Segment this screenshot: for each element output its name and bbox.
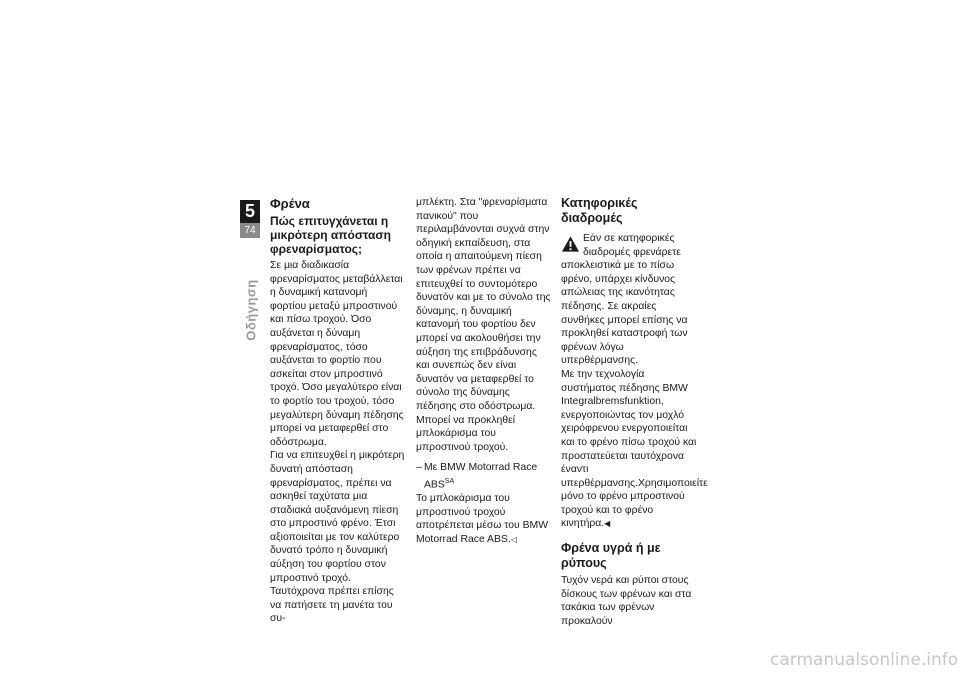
section-title: Φρένα: [270, 196, 310, 211]
end-mark: ◁: [510, 534, 517, 544]
warning-triangle-icon: [561, 235, 580, 253]
section-heading-2: Φρένα υγρά ή με ρύπους: [561, 541, 661, 571]
page-number: 74: [240, 223, 260, 238]
list-item-label: Με BMW Motorrad Race ABS: [424, 462, 538, 491]
paragraph: μπλέκτη. Στα "φρεναρίσματα πανικού" που περιλαμβάνονται συχνά στην οδηγική εκπαίδευση, στα οποία η απαιτούμενη πίεση των φρένων πρέπει να επιτευχθεί το συντομότερο δυνατόν και με το σύνολο της δύναμης, η δυναμική κατανομή του φορτίου δεν μπορεί να ακολουθήσει την αύξηση της επιβράδυνσης και συνεπώς δεν είναι δυνατόν να μεταφερθεί το σύνολο της δύναμης πέδησης στο οδόστρωμα. Μπορεί να προκληθεί μπλοκάρισμα του μπροστινού τροχού.: [416, 197, 551, 453]
paragraph: Σε μια διαδικασία φρεναρίσματος μεταβάλλεται η δυναμική κατανομή φορτίου μεταξύ μπροστινού και πίσω τροχού. Όσο αυξάνεται η δύναμη φρεναρίσματος, τόσο αυξάνεται το φορτίο που ασκείται στον μπροστινό τροχό. Όσο μεγαλύτερο είναι το φορτίο του τροχού, τόσο μεγαλύτερη δύναμη πέδησης μπορεί να μεταφερθεί στο οδόστρωμα.: [270, 260, 404, 448]
warning-text: Εάν σε κατηφορικές διαδρομές φρενάρετε αποκλειστικά με το πίσω φρένο, υπάρχει κίνδυνος απώλειας της ικανότητας πέδησης. Σε ακραίες συνθήκες μπορεί επίσης να προκληθεί καταστροφή των φρένων λόγω υπερθέρμανσης.: [561, 233, 688, 367]
chapter-number: 5: [240, 200, 260, 223]
end-mark: ◀: [604, 519, 611, 529]
paragraph: Τυχόν νερά και ρύποι στους δίσκους των φρένων και στα τακάκια των φρένων προκαλούν: [561, 575, 692, 627]
list-dash: –: [416, 462, 422, 474]
list-item-text: [424, 461, 552, 492]
warning-block: [561, 232, 701, 368]
column-3: [561, 196, 708, 628]
section-subtitle: Πώς επιτυγχάνεται η μικρότερη απόσταση φρεναρίσματος;: [270, 214, 391, 256]
paragraph-text: Με την τεχνολογία συστήματος πέδησης BMW Integralbremsfunktion, ενεργοποιώντας τον μοχλό χειρόφρενου ενεργοποιείται και το φρένο πίσω τροχού και προστατεύεται ταυτόχρονα έναντι υπερθέρμανσης.Χρησιμοποιείτε μόνο το φρένο μπροστινού τροχού και το φρένο κινητήρα.: [561, 368, 708, 530]
list-item: [416, 461, 552, 492]
column-1: [270, 196, 406, 626]
paragraph-text: Το μπλοκάρισμα του μπροστινού τροχού αποτρέπεται μέσω του BMW Motorrad Race ABS.: [416, 492, 548, 545]
column-2: [416, 196, 552, 546]
paragraph: [416, 492, 552, 546]
chapter-label: Οδήγηση: [243, 279, 259, 341]
paragraph: [561, 368, 708, 531]
watermark: carmanualsonline.info: [770, 650, 959, 670]
section-heading: Κατηφορικές διαδρομές: [561, 196, 638, 225]
paragraph: Για να επιτευχθεί η μικρότερη δυνατή απόσταση φρεναρίσματος, πρέπει να ασκηθεί ταχύτατα μια σταδιακά αυξανόμενη πίεση στο μπροστινό φρένο. Έτσι αξιοποιείται με τον καλύτερο δυνατό τρόπο η δυναμική αύξηση του φορτίου στον μπροστινό τροχό. Ταυτόχρονα πρέπει επίσης να πατήσετε τη μανέτα του συ-: [270, 450, 405, 625]
optional-equipment-mark: SA: [444, 477, 455, 485]
